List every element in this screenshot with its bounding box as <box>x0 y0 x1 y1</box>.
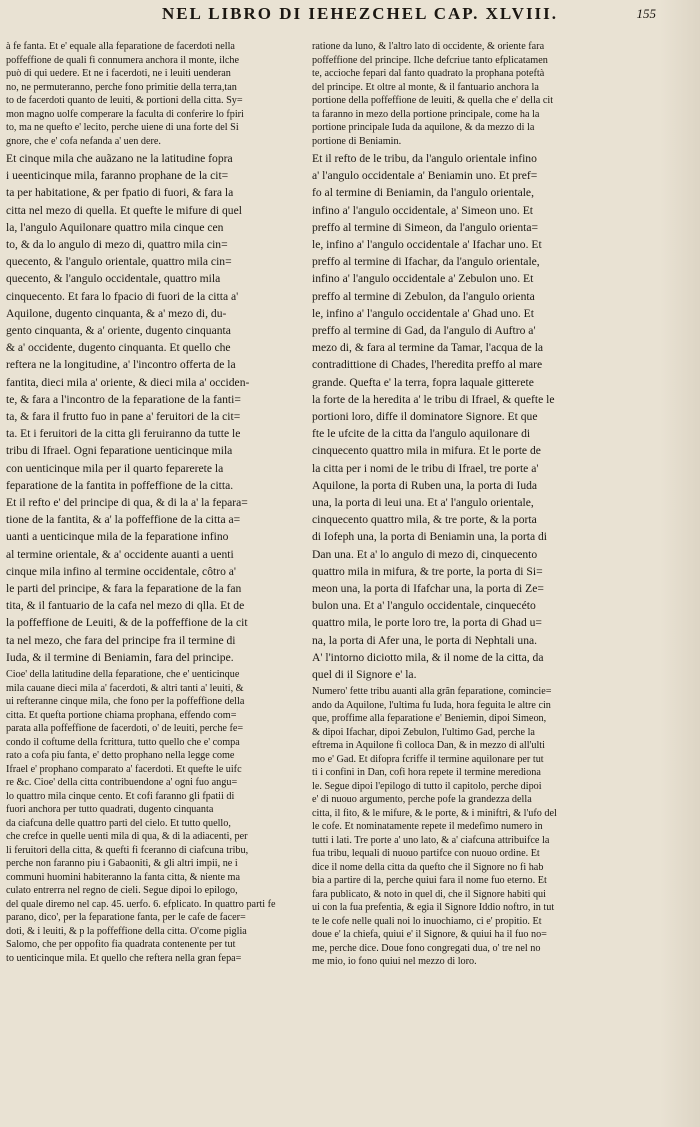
right-column <box>312 40 602 969</box>
text-line: preffo al termine di Gad, da l'angulo di Auftro a' <box>312 324 536 338</box>
text-line: la citta per i nomi de le tribu di Ifrael, tre porte a' <box>312 461 539 475</box>
text-line: può di qui uedere. Et ne i facerdoti, ne i leuiti uenderan <box>6 68 231 79</box>
text-line: Et il refto de le tribu, da l'angulo orientale infino <box>312 152 537 165</box>
text-line: le. Segue dipoi l'epilogo di tutto il capitolo, perche dipoi <box>312 780 542 792</box>
text-line: culato entrerra nel regno de cieli. Segue dipoi lo epilogo, <box>6 885 238 897</box>
text-line: ui refteranne cinque mila, che fono per la poffeffione della <box>6 696 245 708</box>
text-line: & a' occidente, dugento cinquanta. Et quello che <box>6 341 231 355</box>
text-line: portione di Beniamin. <box>312 135 402 147</box>
text-line: preffo al termine di Ifachar, da l'angulo orientale, <box>312 255 540 269</box>
text-line: ratione da luno, & l'altro lato di occidente, & oriente fara <box>312 41 545 52</box>
text-line: Dan una. Et a' lo angulo di mezo di, cinquecento <box>312 547 538 561</box>
text-line: reftera ne la longitudine, a' l'incontro offerta de la <box>6 358 236 372</box>
text-line: to uenticinque mila. Et quello che reftera nella gran fepa= <box>6 952 242 964</box>
text-line: al termine orientale, & a' occidente auanti a uenti <box>6 547 234 561</box>
left-gloss-top <box>6 40 300 148</box>
text-line: feparatione de la fantita in poffeffione de la citta. <box>6 478 234 492</box>
text-line: la poffeffione de Leuiti, & de la poffeffione de la cit <box>6 616 248 630</box>
text-line: quattro mila, le porte loro tre, la porta di Ghad u= <box>312 616 542 630</box>
folio-number: 155 <box>636 6 656 21</box>
text-line: no, ne permuteranno, perche fono primitie della terra,tan <box>6 81 237 93</box>
text-line: ta faranno in mezo della portione principale, come ha la <box>312 108 540 120</box>
text-line: una, la porta di leui una. Et a' l'angulo orientale, <box>312 496 534 510</box>
text-line: preffo al termine di Simeon, da l'angulo orienta= <box>312 220 539 234</box>
text-line: A' l'intorno diciotto mila, & il nome de la citta, da <box>312 650 544 664</box>
text-line: uanti a uenticinque mila de la feparatione infino <box>6 530 229 544</box>
text-line: mezo di, & fara al termine da Tamar, l'acqua de la <box>312 341 544 355</box>
text-line: Aquilone, dugento cinquanta, & a' mezo di, du- <box>6 306 227 320</box>
text-line: cinquecento quattro mila, & tre porte, & la porta <box>312 513 537 527</box>
text-line: que, proffime alla feparatione e' Beniemin, dipoi Simeon, <box>312 713 547 725</box>
running-header <box>0 4 700 34</box>
text-line: à fe fanta. Et e' equale alla feparatione de facerdoti nella <box>6 41 235 52</box>
text-line: fuori anchora per tutto quadrati, dugento cinquanta <box>6 804 214 816</box>
text-line: portione principale Iuda da aquilone, & da mezzo di la <box>312 122 535 133</box>
text-line: i ueenticinque mila, faranno prophane de la cit= <box>6 169 229 183</box>
text-line: gnore, che e' cofa nefanda a' uen dere. <box>6 135 161 147</box>
text-line: perche non faranno piu i Gabaoniti, & gli altri impii, ne i <box>6 858 238 870</box>
running-title: NEL LIBRO DI IEHEZCHEL CAP. XLVIII. <box>161 4 559 23</box>
text-line: le parti del principe, & fara la feparatione de la fan <box>6 582 242 596</box>
text-line: Salomo, che per oppofito fia quadrata contenente per tut <box>6 939 236 951</box>
text-line: Cioe' della latitudine della feparatione, che e' uenticinque <box>6 669 240 681</box>
text-line: na, la porta di Afer una, le porta di Nephtali una. <box>312 633 538 647</box>
text-line: infino a' l'angulo occidentale, a' Simeon uno. Et <box>312 203 534 217</box>
text-line: tita, & il fantuario de la cafa nel mezo di qlla. Et de <box>6 599 245 613</box>
text-line: quel di il Signore e' la. <box>312 668 417 682</box>
left-column <box>6 40 300 965</box>
right-commentary <box>312 685 602 969</box>
left-commentary <box>6 668 300 965</box>
text-line: rato a cofa piu fanta, e' detto prophano nella legge come <box>6 750 235 762</box>
text-line: mo e' Gad. Et difopra fcriffe il termine aquilonare per tut <box>312 753 544 765</box>
text-line: cinque mila infino al termine occidentale, côtro a' <box>6 564 237 578</box>
text-line: portione della poffeffione de leuiti, & quella che e' della cit <box>312 95 554 106</box>
text-line: di Iofeph una, la porta di Beniamin una, la porta di <box>312 530 548 544</box>
text-line: ui con la fua prefentia, & egia il Signore Iddio noftro, in tut <box>312 902 555 914</box>
text-line: Et cinque mila che auãzano ne la latitudine fopra <box>6 152 233 165</box>
text-line: quecento, & l'angulo orientale, quattro mila cin= <box>6 255 232 269</box>
text-line: citta. Et quefta portione chiama prophana, effendo com= <box>6 709 237 721</box>
text-line: parata alla poffeffione de facerdoti, o' de leuiti, perche fe= <box>6 723 244 735</box>
text-line: a' l'angulo occidentale a' Beniamin uno. Et pref= <box>312 169 538 183</box>
text-line: quattro mila in mifura, & tre porte, la porta di Si= <box>312 564 543 578</box>
text-line: che crefce in quelle uenti mila di qua, & di la adiacenti, per <box>6 831 248 843</box>
text-line: doti, & i leuiti, & p la poffeffione della citta. O'come piglia <box>6 925 247 937</box>
text-line: da ciafcuna delle quattro parti del cielo. Et tutto quello, <box>6 817 231 829</box>
text-line: te le cofe nelle quali noi lo inuochiamo, ci e' propitio. Et <box>312 915 542 927</box>
text-line: le, infino a' l'angulo occidentale a' Ifachar uno. Et <box>312 238 542 252</box>
text-line: le cofe. Et nominatamente repete il medefimo numero in <box>312 821 543 833</box>
text-line: ando da Aquilone, l'ultima fu Iuda, hora feguita le altre cin <box>312 699 551 711</box>
text-line: bia a partire di la, perche quiui fara il nome fuo eterno. Et <box>312 875 547 887</box>
text-line: ta. Et i feruitori de la citta gli feruiranno da tutte le <box>6 427 241 441</box>
text-line: citta nel mezo di quella. Et quefte le mifure di quel <box>6 203 242 217</box>
text-line: del quale diremo nel cap. 45. uerfo. 6. efplicato. In quattro parti fe <box>6 898 276 910</box>
text-line: preffo al termine di Zebulon, da l'angulo orienta <box>312 289 535 303</box>
text-line: la, l'angulo Aquilonare quattro mila cinque cen <box>6 220 224 234</box>
text-line: cinquecento quattro mila in mifura. Et le porte de <box>312 444 541 458</box>
text-line: gento cinquanta, & a' oriente, dugento cinquanta <box>6 324 231 338</box>
text-line: condo il coftume della fcrittura, tutto quello che e' compa <box>6 736 240 748</box>
text-line: ta nel mezo, che fara del principe fra il termine di <box>6 633 236 647</box>
text-line: fua tribu, lequali di nuouo partifce con nuouo ordine. Et <box>312 848 540 860</box>
text-line: quecento, & l'angulo occidentale, quattro mila <box>6 272 221 286</box>
text-line: poffeffione de quali fi connumera anchora il monte, ilche <box>6 54 239 66</box>
text-line: ti i confini in Dan, cofi hora repete il termine merediona <box>312 767 541 779</box>
text-line: contradittione di Chades, l'heredita preffo al mare <box>312 358 543 372</box>
text-line: Numero' fette tribu auanti alla grãn feparatione, comincie= <box>312 686 552 698</box>
text-line: me mio, io fono quiui nel mezzo di loro. <box>312 956 477 968</box>
text-line: con uenticinque mila per il quarto feparerete la <box>6 461 224 475</box>
text-line: mon magno uolfe comperare la faculta di conferire lo fpiri <box>6 108 244 120</box>
text-line: bulon una. Et a' l'angulo occidentale, cinquecéto <box>312 599 536 613</box>
text-line: lo quattro mila cinque cento. Et cofi faranno gli fpatii di <box>6 790 235 802</box>
text-line: dice il nome della citta da quefto che il Signore no fi hab <box>312 861 544 873</box>
text-line: Ifrael e' prophano comparato a' facerdoti. Et quefte le uifc <box>6 763 242 775</box>
text-line: to, ma ne quefto e' lecito, perche uiene di una forte del Si <box>6 122 239 133</box>
text-line: fte le ufcite de la citta da l'angulo aquilonare di <box>312 427 531 441</box>
text-line: te, & fara a l'incontro de la feparatione de la fanti= <box>6 392 241 406</box>
text-line: infino a' l'angulo occidentale a' Zebulon uno. Et <box>312 272 534 286</box>
text-line: tribu di Ifrael. Ogni feparatione uenticinque mila <box>6 444 233 458</box>
text-line: ta, & fara il frutto fuo in pane a' feruitori de la cit= <box>6 410 241 424</box>
text-line: poffeffione del principe. Ilche defcriue tanto efplicatamen <box>312 54 548 66</box>
text-line: fo al termine di Beniamin, da l'angulo orientale, <box>312 186 534 200</box>
text-line: cinquecento. Et fara lo fpacio di fuori de la citta a' <box>6 289 239 303</box>
text-line: la forte de la heredita a' le tribu di Ifrael, & quefte le <box>312 392 555 406</box>
text-line: fantita, dieci mila a' oriente, & dieci mila a' occiden- <box>6 375 250 389</box>
page-edge-shading <box>660 0 700 1127</box>
text-line: grande. Quefta e' la terra, fopra laquale gitterete <box>312 375 534 389</box>
text-line: Iuda, & il termine di Beniamin, fara del principe. <box>6 650 234 664</box>
text-line: eftrema in Aquilone fi colloca Dan, & in mezzo di all'ulti <box>312 740 545 752</box>
right-scripture-text <box>312 150 602 683</box>
text-line: mila cauane dieci mila a' facerdoti, & altri tanti a' leuiti, & <box>6 682 244 694</box>
text-line: tutti i lati. Tre porte a' uno lato, & a' ciafcuna attribuifce la <box>312 834 550 846</box>
right-gloss-top <box>312 40 602 148</box>
text-line: to, & da lo angulo di mezo di, quattro mila cin= <box>6 238 228 252</box>
text-line: e' di nuouo argumento, perche pofe la grandezza della <box>312 794 532 806</box>
text-line: re &c. Cioe' della citta contribuendone a' ogni fuo angu= <box>6 777 238 789</box>
text-line: doue e' la chiefa, quiui e' il Signore, & quiui ha il fuo no= <box>312 929 547 941</box>
left-scripture-text <box>6 150 300 666</box>
text-line: communi huomini habiteranno la fanta citta, & niente ma <box>6 871 240 883</box>
text-line: citta, il fito, & le mifure, & le porte, & i miniftri, & l'ufo del <box>312 807 557 819</box>
text-line: tione de la fantita, & a' la poffeffione de la citta a= <box>6 513 241 527</box>
text-line: to de facerdoti quanto de leuiti, & portioni della citta. Sy= <box>6 95 243 106</box>
text-line: portioni loro, diffe il dominatore Signore. Et que <box>312 410 538 424</box>
text-line: del principe. Et oltre al monte, & il fantuario anchora la <box>312 81 539 93</box>
text-line: le, infino a' l'angulo occidentale a' Ghad uno. Et <box>312 306 534 320</box>
text-line: & dipoi Ifachar, dipoi Zebulon, l'ultimo Gad, perche la <box>312 726 535 738</box>
text-line: meon una, la porta di Ifafchar una, la porta di Ze= <box>312 582 544 596</box>
text-line: ta per habitatione, & per fpatio di fuori, & fara la <box>6 186 234 200</box>
text-line: te, accioche fepari dal fanto quadrato la prophana poteftà <box>312 68 545 79</box>
text-line: parano, dico', per la feparatione fanta, per le cafe de facer= <box>6 912 246 924</box>
text-line: fara publicato, & noto in quel di, che il Signore habiti qui <box>312 888 546 900</box>
text-line: me, perche dice. Doue fono congregati dua, o' tre nel no <box>312 942 541 954</box>
text-line: Aquilone, la porta di Ruben una, la porta di Iuda <box>312 478 538 492</box>
text-line: li feruitori della citta, & quefti fi fceranno di ciafcuna tribu, <box>6 844 249 856</box>
text-line: Et il refto e' del principe di qua, & di la a' la fepara= <box>6 496 248 510</box>
